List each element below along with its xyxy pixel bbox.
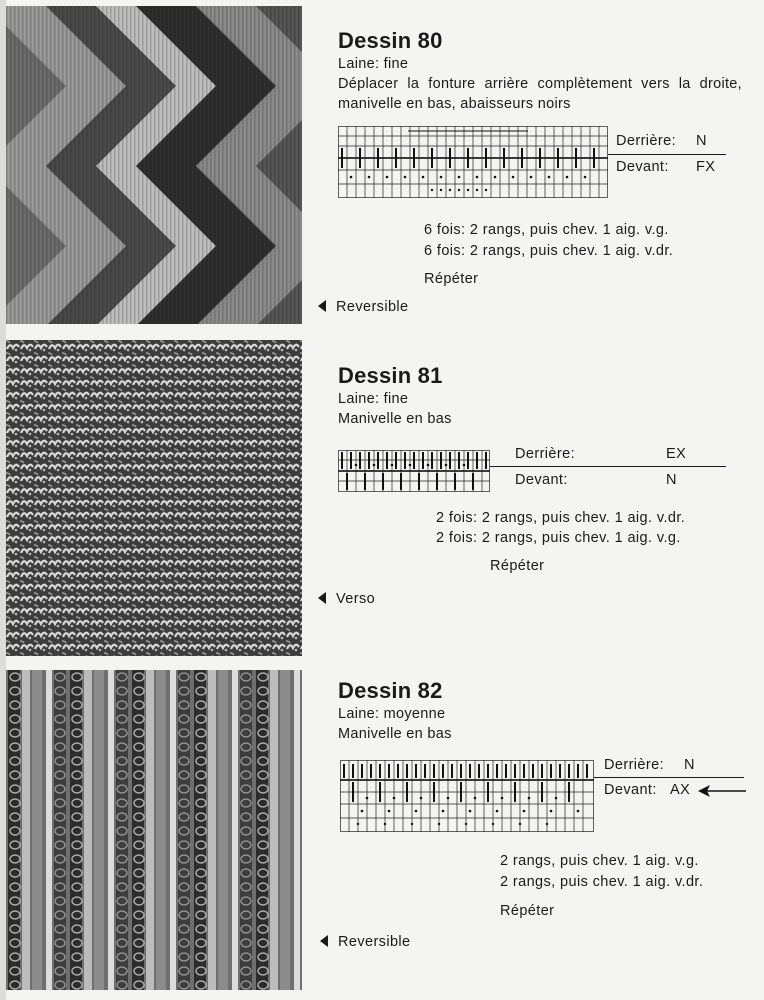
front-bed-label: Devant: bbox=[515, 472, 568, 488]
arrow-left-icon bbox=[318, 592, 326, 604]
pattern-82-header bbox=[338, 678, 748, 744]
instruction-line: 6 fois: 2 rangs, puis chev. 1 aig. v.dr. bbox=[424, 243, 674, 259]
pattern-80-header bbox=[338, 28, 748, 114]
back-bed-label: Derrière: bbox=[616, 133, 676, 149]
knit-swatch-photo-80 bbox=[6, 6, 302, 324]
back-bed-setting: EX bbox=[666, 446, 687, 462]
yarn-weight: Laine: moyenne bbox=[338, 706, 446, 722]
knit-swatch-photo-81 bbox=[6, 340, 302, 656]
instruction-line: 2 fois: 2 rangs, puis chev. 1 aig. v.dr. bbox=[436, 510, 686, 526]
front-bed-setting: AX bbox=[670, 782, 691, 798]
repeat-label: Répéter bbox=[500, 903, 555, 919]
front-bed-label: Devant: bbox=[604, 782, 657, 798]
knit-swatch-photo-82 bbox=[6, 670, 302, 990]
needle-chart-81 bbox=[338, 450, 490, 492]
pattern-81-header bbox=[338, 363, 748, 429]
front-bed-setting: FX bbox=[696, 159, 716, 175]
bed-divider-line bbox=[608, 154, 726, 155]
back-bed-label: Derrière: bbox=[604, 757, 664, 773]
arrow-left-icon bbox=[318, 300, 326, 312]
side-label: Reversible bbox=[338, 934, 411, 950]
side-label: Verso bbox=[336, 591, 376, 607]
instruction-line: 2 rangs, puis chev. 1 aig. v.dr. bbox=[500, 874, 704, 890]
instruction-line: 2 rangs, puis chev. 1 aig. v.g. bbox=[500, 853, 699, 869]
side-indicator bbox=[320, 934, 411, 950]
back-bed-setting: N bbox=[684, 757, 695, 773]
repeat-label: Répéter bbox=[490, 558, 545, 574]
bed-divider-line bbox=[594, 777, 744, 778]
back-bed-setting: N bbox=[696, 133, 707, 149]
pattern-description: Déplacer la fonture arrière complètement vers la droite, manivelle en bas, abaisseurs noirs bbox=[338, 76, 742, 112]
carriage-setting: Manivelle en bas bbox=[338, 726, 452, 742]
needle-chart-80 bbox=[338, 126, 608, 198]
yarn-weight: Laine: fine bbox=[338, 391, 409, 407]
pattern-title: Dessin 82 bbox=[338, 678, 443, 703]
pattern-title: Dessin 81 bbox=[338, 363, 443, 388]
pattern-title: Dessin 80 bbox=[338, 28, 443, 53]
needle-chart-82 bbox=[340, 760, 594, 832]
back-bed-label: Derrière: bbox=[515, 446, 575, 462]
front-bed-setting: N bbox=[666, 472, 677, 488]
instruction-line: 6 fois: 2 rangs, puis chev. 1 aig. v.g. bbox=[424, 222, 669, 238]
yarn-weight: Laine: fine bbox=[338, 56, 409, 72]
side-label: Reversible bbox=[336, 299, 409, 315]
repeat-label: Répéter bbox=[424, 271, 479, 287]
bed-divider-line bbox=[490, 466, 726, 467]
side-indicator bbox=[318, 591, 375, 607]
side-indicator bbox=[318, 299, 409, 315]
carriage-setting: Manivelle en bas bbox=[338, 411, 452, 427]
instruction-line: 2 fois: 2 rangs, puis chev. 1 aig. v.g. bbox=[436, 530, 681, 546]
arrow-left-icon bbox=[320, 935, 328, 947]
front-bed-label: Devant: bbox=[616, 159, 669, 175]
arrow-left-icon bbox=[698, 783, 746, 799]
